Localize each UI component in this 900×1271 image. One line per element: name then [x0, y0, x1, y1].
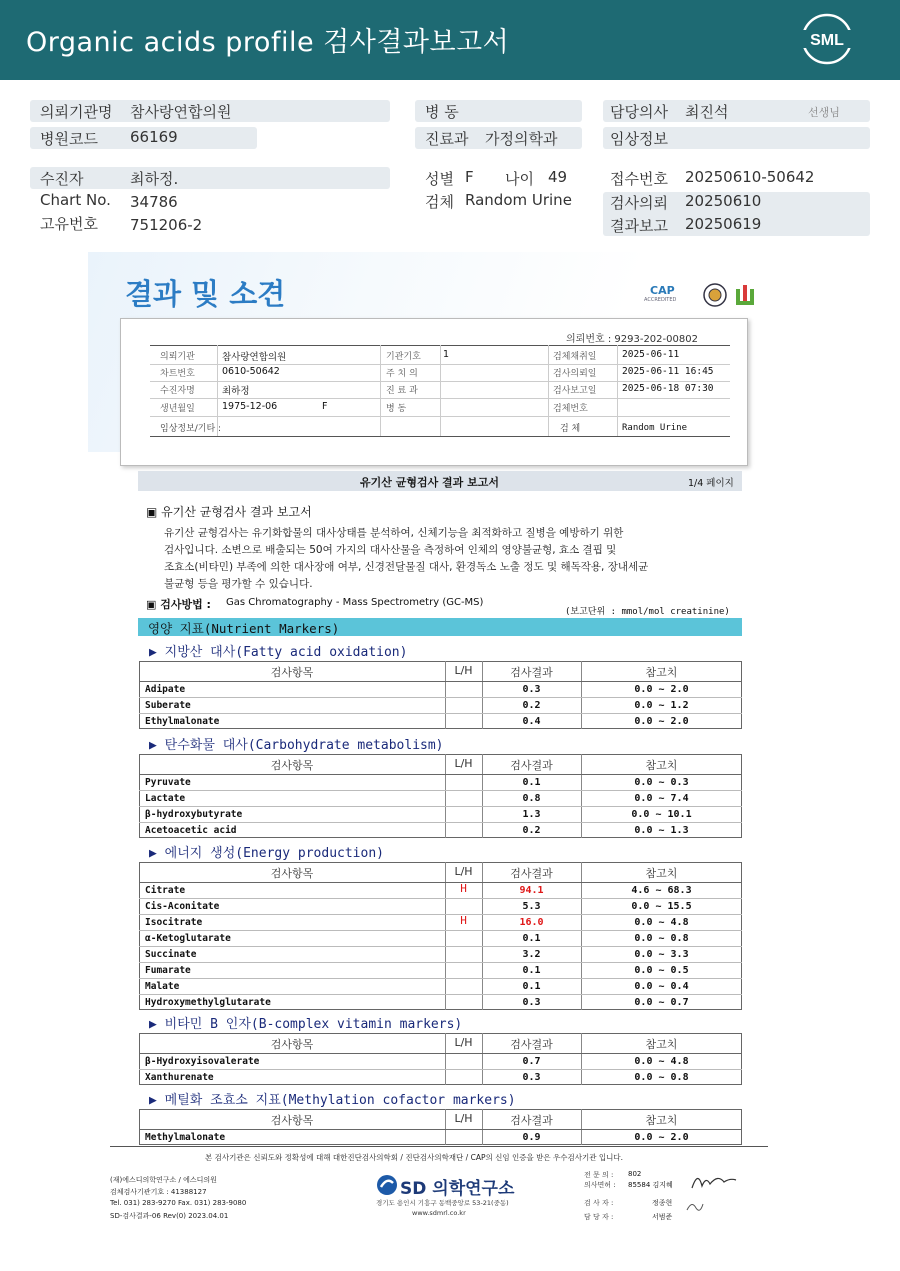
column-header: 검사결과: [510, 666, 553, 679]
unit-label: (보고단위 : mmol/mol creatinine): [565, 607, 730, 617]
reference-range: 0.0 ~ 2.0: [634, 684, 689, 695]
analyte-name: Lactate: [145, 793, 186, 804]
column-header: 검사항목: [270, 867, 314, 880]
reference-range: 0.0 ~ 7.4: [634, 793, 689, 804]
value-sex: F: [465, 168, 474, 186]
reference-range: 0.0 ~ 0.8: [634, 933, 689, 944]
result-value: 0.2: [522, 825, 541, 836]
desc-line: 유기산 균형검사는 유기화합물의 대사상태를 분석하여, 신체기능을 최적화하고 질병을 예방하기 위한: [164, 527, 624, 539]
desc-line: 검사입니다. 소변으로 배출되는 50여 가지의 대사산물을 측정하여 인체의 영양불균형, 효소 결핍 및: [164, 544, 617, 556]
footer-sign-label: 담 당 자 :: [584, 1213, 614, 1221]
result-value: 0.8: [522, 793, 541, 804]
label-specimen: 검체: [425, 193, 454, 211]
lab-value: 0610-50642: [222, 366, 280, 377]
column-header: 검사항목: [270, 1114, 314, 1127]
req-no-value: 9293-202-00802: [614, 334, 698, 345]
analyte-name: Cis-Aconitate: [145, 901, 220, 912]
page-indicator: 1/4 페이지: [688, 478, 734, 489]
section-title: ▣ 유기산 균형검사 결과 보고서: [146, 505, 312, 519]
reference-range: 0.0 ~ 4.8: [634, 917, 689, 928]
footer-brand: SD 의학연구소: [400, 1179, 515, 1199]
value-chart: 34786: [130, 193, 178, 211]
footer-sign-value: 85584 김지혜: [628, 1181, 673, 1189]
column-header: L/H: [454, 757, 473, 770]
sml-logo-icon: [800, 12, 854, 66]
analyte-name: β-Hydroxyisovalerate: [145, 1056, 260, 1067]
column-header: L/H: [454, 1036, 473, 1049]
analyte-name: Fumarate: [145, 965, 191, 976]
lab-label: 수진자명: [160, 386, 195, 396]
analyte-name: α-Ketoglutarate: [145, 933, 231, 944]
label-age: 나이: [505, 170, 534, 188]
method-label: ▣ 검사방법 :: [146, 598, 211, 611]
result-value: 0.2: [522, 700, 541, 711]
lab-label: 주 치 의: [386, 369, 418, 379]
label-ward: 병 동: [425, 103, 459, 121]
lab-value: 1: [443, 349, 450, 360]
value-req-date: 20250610: [685, 192, 762, 210]
lh-flag: H: [460, 914, 467, 927]
value-unique: 751206-2: [130, 216, 203, 234]
reference-range: 0.0 ~ 0.7: [634, 997, 689, 1008]
reference-range: 0.0 ~ 2.0: [634, 716, 689, 727]
label-sex: 성별: [425, 170, 454, 188]
footer-address: 경기도 용인시 기흥구 동백중앙로 53-21(중동): [376, 1199, 509, 1207]
label-unique: 고유번호: [40, 215, 98, 233]
report-title: Organic acids profile 검사결과보고서: [26, 27, 510, 58]
reference-range: 0.0 ~ 2.0: [634, 1132, 689, 1143]
cap-sub: ACCREDITED: [644, 297, 677, 303]
footer-sign-label: 검 사 자 :: [584, 1199, 614, 1207]
report-bar-title: 유기산 균형검사 결과 보고서: [360, 476, 499, 489]
lab-value: 2025-06-11 16:45: [622, 366, 714, 377]
desc-line: 불균형 등을 평가할 수 있습니다.: [164, 578, 313, 590]
section-heading: ▶ 메틸화 조효소 지표(Methylation cofactor markers): [149, 1093, 516, 1108]
footer-sign-value: 802: [628, 1170, 642, 1178]
result-value: 0.7: [522, 1056, 541, 1067]
lab-label: 진 료 과: [386, 386, 418, 396]
reference-range: 4.6 ~ 68.3: [631, 885, 692, 896]
lab-label: 검체번호: [553, 404, 588, 414]
nutrient-bar-title: 영양 지표(Nutrient Markers): [148, 621, 340, 636]
result-value: 0.4: [522, 716, 541, 727]
result-title: 결과 및 소견: [125, 277, 286, 311]
reference-range: 0.0 ~ 1.2: [634, 700, 689, 711]
value-patient: 최하정.: [130, 170, 179, 188]
column-header: L/H: [454, 865, 473, 878]
label-req-date: 검사의뢰: [610, 194, 668, 212]
reference-range: 0.0 ~ 0.5: [634, 965, 689, 976]
value-req-inst: 참사랑연합의원: [130, 103, 232, 121]
footer-sign-value: 서범준: [652, 1213, 673, 1221]
analyte-name: Citrate: [145, 885, 186, 896]
value-age: 49: [548, 168, 568, 186]
signature-icon: [688, 1168, 740, 1194]
reference-range: 0.0 ~ 1.3: [634, 825, 689, 836]
footer-left: (재)에스디의학연구소 / 에스디의원: [110, 1176, 217, 1184]
lab-label: 검체채취일: [553, 352, 597, 362]
reference-range: 0.0 ~ 10.1: [631, 809, 692, 820]
result-value: 16.0: [519, 917, 544, 928]
analyte-name: Acetoacetic acid: [145, 825, 237, 836]
analyte-name: Xanthurenate: [145, 1072, 214, 1083]
value-doctor: 최진석: [685, 103, 729, 121]
doctor-suffix: 선생님: [808, 106, 840, 119]
specimen-label: 검 체: [560, 424, 581, 434]
reference-range: 0.0 ~ 0.4: [634, 981, 689, 992]
lab-label: 검사의뢰일: [553, 369, 597, 379]
reference-range: 0.0 ~ 15.5: [631, 901, 692, 912]
column-header: 참고치: [645, 759, 678, 772]
result-value: 0.1: [522, 981, 541, 992]
lab-label: 생년월일: [160, 404, 195, 414]
column-header: 검사결과: [510, 759, 553, 772]
column-header: 참고치: [645, 1038, 678, 1051]
lab-label: 병 동: [386, 404, 407, 414]
req-no-label: 의뢰번호 : 9293-202-00802: [566, 334, 698, 345]
analyte-name: β-hydroxybutyrate: [145, 809, 243, 820]
analyte-name: Methylmalonate: [145, 1132, 226, 1143]
label-clinical: 임상정보: [610, 130, 668, 148]
analyte-name: Malate: [145, 981, 180, 992]
section-heading: ▶ 에너지 생성(Energy production): [149, 846, 384, 861]
result-value: 0.3: [522, 997, 541, 1008]
column-header: 검사결과: [510, 1038, 553, 1051]
result-value: 5.3: [522, 901, 541, 912]
column-header: 검사항목: [270, 1038, 314, 1051]
seal-icon: [703, 283, 727, 307]
footer-website: www.sdmrl.co.kr: [412, 1209, 466, 1217]
label-req-inst: 의뢰기관명: [40, 103, 113, 121]
lab-value: 2025-06-18 07:30: [622, 383, 714, 394]
result-value: 0.9: [522, 1132, 541, 1143]
reference-range: 0.0 ~ 3.3: [634, 949, 689, 960]
info-bar: [30, 167, 390, 189]
result-value: 0.1: [522, 965, 541, 976]
result-value: 3.2: [522, 949, 541, 960]
label-dept: 진료과: [425, 130, 469, 148]
label-receipt: 접수번호: [610, 170, 668, 188]
reference-range: 0.0 ~ 0.3: [634, 777, 689, 788]
label-patient: 수진자: [40, 170, 84, 188]
lab-value: 참사랑연합의원: [222, 352, 287, 363]
footer-left: 검체검사기관기호 : 41388127: [110, 1188, 207, 1196]
result-value: 0.1: [522, 933, 541, 944]
value-hosp-code: 66169: [130, 128, 178, 146]
lab-value: 2025-06-11: [622, 349, 680, 360]
lab-label: 의뢰기관: [160, 352, 195, 362]
result-value: 0.3: [522, 1072, 541, 1083]
column-header: 검사결과: [510, 1114, 553, 1127]
label-doctor: 담당의사: [610, 103, 668, 121]
value-dept: 가정의학과: [485, 130, 558, 148]
analyte-name: Adipate: [145, 684, 186, 695]
lh-flag: H: [460, 882, 467, 895]
svg-text:SML: SML: [810, 32, 844, 49]
footer-sign-label: 의사면허 :: [584, 1181, 616, 1189]
footer-left: Tel. 031) 283-9270 Fax. 031) 283-9080: [110, 1199, 247, 1207]
analyte-name: Suberate: [145, 700, 191, 711]
lab-value: 최하정: [222, 386, 250, 397]
reference-range: 0.0 ~ 4.8: [634, 1056, 689, 1067]
lab-logo-icon: [734, 283, 758, 307]
desc-line: 조효소(비타민) 부족에 의한 대사장애 여부, 신경전달물질 대사, 환경독소 노출 정도 및 해독작용, 장내세균: [164, 561, 649, 573]
footer-notice: 본 검사기관은 신뢰도와 정확성에 대해 대한진단검사의학회 / 진단검사의학재단 / CAP의 신임 인증을 받은 우수검사기관 입니다.: [205, 1153, 623, 1162]
value-receipt: 20250610-50642: [685, 168, 815, 186]
result-value: 1.3: [522, 809, 541, 820]
column-header: 참고치: [645, 867, 678, 880]
reference-range: 0.0 ~ 0.8: [634, 1072, 689, 1083]
label-chart: Chart No.: [40, 191, 111, 209]
footer-left: SD-검사결과-06 Rev(0) 2023.04.01: [110, 1212, 229, 1220]
specimen-value: Random Urine: [622, 423, 688, 433]
lab-label: 차트번호: [160, 369, 195, 379]
method-value: Gas Chromatography - Mass Spectrometry (GC-MS): [226, 597, 484, 608]
analyte-name: Hydroxymethylglutarate: [145, 997, 271, 1008]
sd-logo-icon: [376, 1174, 398, 1196]
analyte-name: Isocitrate: [145, 917, 203, 928]
label-report-date: 결과보고: [610, 217, 668, 235]
column-header: 검사항목: [270, 759, 314, 772]
clinical-label: 임상정보/기타 :: [160, 424, 222, 434]
signature-icon: [684, 1196, 706, 1218]
footer-sign-label: 전 문 의 :: [584, 1171, 614, 1179]
cap-badge: [650, 284, 675, 297]
lab-value: 1975-12-06: [222, 401, 278, 412]
lab-label: 기관기호: [386, 352, 421, 362]
footer-sign-value: 정종현: [652, 1199, 673, 1207]
value-report-date: 20250619: [685, 215, 762, 233]
column-header: 검사결과: [510, 867, 553, 880]
result-value: 94.1: [519, 885, 544, 896]
result-value: 0.3: [522, 684, 541, 695]
section-heading: ▶ 비타민 B 인자(B-complex vitamin markers): [149, 1017, 463, 1032]
column-header: 참고치: [645, 666, 678, 679]
value-specimen: Random Urine: [465, 191, 572, 209]
report-header-bar: [0, 0, 900, 80]
column-header: L/H: [454, 1112, 473, 1125]
analyte-name: Pyruvate: [145, 777, 191, 788]
column-header: L/H: [454, 664, 473, 677]
section-heading: ▶ 탄수화물 대사(Carbohydrate metabolism): [149, 738, 444, 753]
analyte-name: Succinate: [145, 949, 197, 960]
column-header: 참고치: [645, 1114, 678, 1127]
label-hosp-code: 병원코드: [40, 130, 98, 148]
analyte-name: Ethylmalonate: [145, 716, 220, 727]
lab-value: F: [322, 401, 328, 412]
lab-label: 검사보고일: [553, 386, 597, 396]
cap-label: CAP: [650, 284, 675, 297]
section-heading: ▶ 지방산 대사(Fatty acid oxidation): [149, 645, 408, 660]
result-value: 0.1: [522, 777, 541, 788]
column-header: 검사항목: [270, 666, 314, 679]
